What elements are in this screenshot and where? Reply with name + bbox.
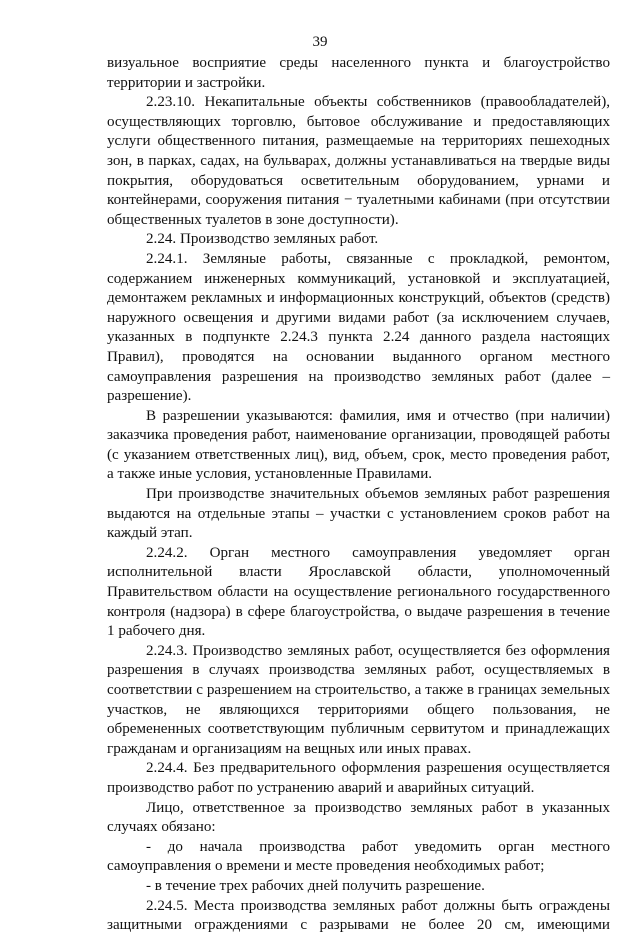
text-line: Лицо, ответственное за производство земляных работ в указанных xyxy=(146,799,610,816)
text-line: указанных в подпункте 2.24.3 пункта 2.24 данного раздела настоящих xyxy=(107,329,610,346)
text-line: производство работ по устранению аварий и аварийных ситуаций. xyxy=(107,779,535,796)
text-line: соответствии с разрешением на строительство, а также в границах земельных xyxy=(107,682,610,698)
text-line: заказчика проведения работ, наименование организации, проводящей работы xyxy=(107,427,610,444)
text-line: а также иные условия, установленные Правилами. xyxy=(107,466,433,483)
document-body xyxy=(107,54,610,936)
text-line: 1 рабочего дня. xyxy=(107,623,206,640)
text-line: разрешение). xyxy=(107,388,192,405)
text-line: осуществляющих торговлю, бытовое обслуживание и предоставляющих xyxy=(107,113,610,130)
text-line: 2.24.5. Места производства земляных работ должны быть ограждены xyxy=(146,897,610,914)
text-line: 2.24.3. Производство земляных работ, осуществляется без оформления xyxy=(146,642,610,659)
text-line: случаях обязано: xyxy=(107,819,216,836)
text-line: покрытия, оборудоваться осветительным оборудованием, урнами и xyxy=(107,172,610,189)
text-line: 2.23.10. Некапитальные объекты собственников (правообладателей), xyxy=(146,94,610,111)
text-line: выдаются на отдельные этапы – участки с установлением сроков работ на xyxy=(107,505,610,522)
text-line: обремененных соответствующим публичным сервитутом и принадлежащих xyxy=(107,721,610,738)
page-number: 39 xyxy=(312,34,328,50)
text-line: Правительством области на осуществление регионального государственного xyxy=(107,584,610,601)
text-line: наружного освещения и другими видами работ (за исключением случаев, xyxy=(107,309,610,326)
text-line: каждый этап. xyxy=(107,525,193,542)
text-line: - в течение трех рабочих дней получить разрешение. xyxy=(146,877,485,894)
text-line: 2.24.2. Орган местного самоуправления уведомляет орган xyxy=(146,544,610,561)
text-line: В разрешении указываются: фамилия, имя и отчество (при наличии) xyxy=(146,407,610,424)
text-line: защитными ограждениями с разрывами не более 20 см, имеющими xyxy=(107,917,610,934)
text-line: участков, не являющихся территориями общего пользования, не xyxy=(107,701,610,718)
text-line: контейнерами, сооружения питания − туалетными кабинами (при отсутствии xyxy=(107,192,610,209)
text-line: 2.24.4. Без предварительного оформления разрешения осуществляется xyxy=(146,760,610,777)
text-line: исполнительной власти Ярославской области, уполномоченный xyxy=(107,564,610,581)
text-line: самоуправления о времени и месте проведения необходимых работ; xyxy=(107,858,545,875)
text-line: самоуправления разрешения на производство земляных работ (далее – xyxy=(107,368,610,385)
text-line: зон, в парках, садах, на бульварах, должны устанавливаться на твердые виды xyxy=(107,152,610,169)
text-line: услуги общественного питания, размещаемые на территориях пешеходных xyxy=(107,133,610,150)
text-line: 2.24.1. Земляные работы, связанные с прокладкой, ремонтом, xyxy=(146,250,610,267)
text-line: 2.24. Производство земляных работ. xyxy=(146,231,379,248)
text-line: При производстве значительных объемов земляных работ разрешения xyxy=(146,486,610,503)
text-line: демонтажем рекламных и информационных конструкций, объектов (средств) xyxy=(107,290,610,307)
text-line: Правил), проводятся на основании выданного органом местного xyxy=(107,348,610,365)
text-line: - до начала производства работ уведомить орган местного xyxy=(146,838,610,855)
text-line: визуальное восприятие среды населенного пункта и благоустройство xyxy=(107,55,610,71)
text-line: контроля (надзора) в сфере благоустройства, о выдаче разрешения в течение xyxy=(107,603,610,620)
text-line: разрешения в случаях производства земляных работ, осуществляемых в xyxy=(107,662,610,679)
text-line: гражданам и организациям на вещных или иных правах. xyxy=(107,740,472,757)
text-line: территории и застройки. xyxy=(107,74,266,91)
text-line: содержанием инженерных коммуникаций, установкой и эксплуатацией, xyxy=(107,270,610,287)
text-line: (с указанием ответственных лиц), вид, объем, срок, место проведения работ, xyxy=(107,446,610,463)
text-line: общественных туалетов в зоне доступности). xyxy=(107,211,399,228)
